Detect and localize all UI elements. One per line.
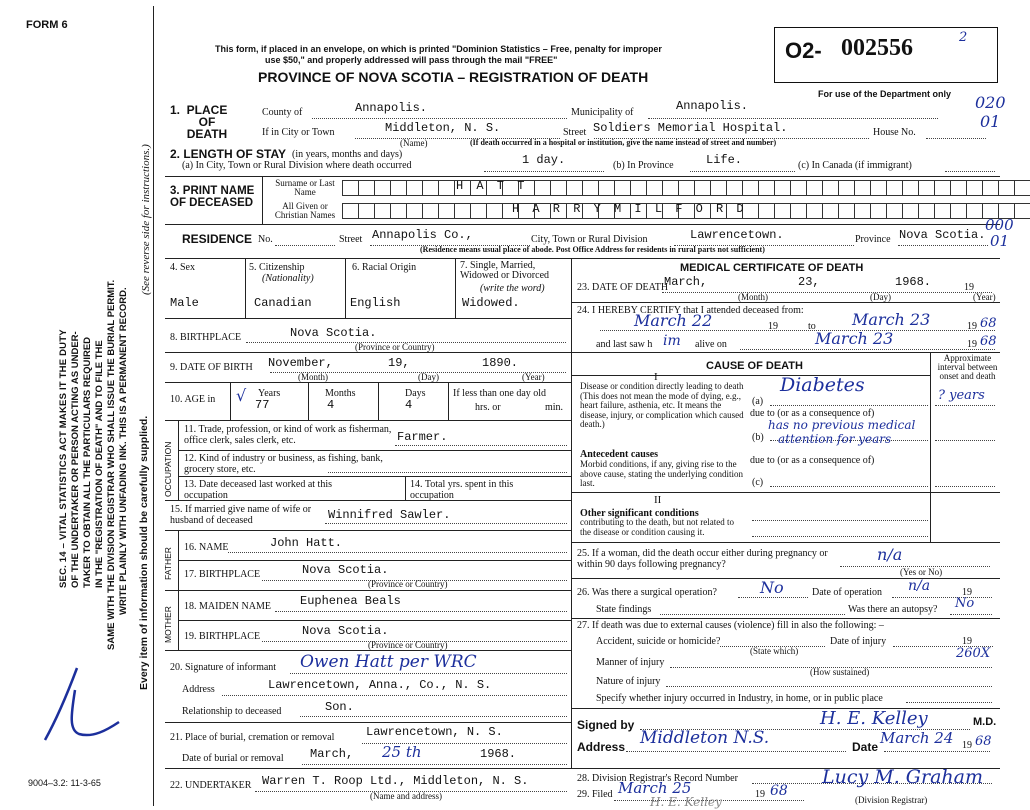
due-to-label-1: due to (or as a consequence of)	[750, 408, 875, 419]
from-year-prefix: 19	[768, 321, 778, 332]
given-names-label: All Given or Christian Names	[274, 201, 336, 220]
specify-label: Specify whether injury occurred in Industry, in home, or in public place	[596, 693, 883, 704]
min-label: min.	[545, 402, 564, 413]
margin-line-6: WRITE PLAINLY WITH UNFADING INK. THIS IS A PERMANENT RECORD.	[118, 287, 129, 615]
medical-heading: MEDICAL CERTIFICATE OF DEATH	[680, 262, 864, 274]
length-of-stay-label: 2. LENGTH OF STAY	[170, 147, 287, 161]
marital-sub: (write the word)	[480, 283, 545, 294]
physician-year-prefix: 19	[962, 740, 972, 751]
municipality-value: Annapolis.	[676, 99, 749, 113]
margin-line-3: TAKER TO OBTAIN ALL THE PARTICULARS REQUIRED	[82, 336, 93, 588]
county-value: Annapolis.	[355, 101, 428, 115]
dob-day-caption: (Day)	[418, 372, 439, 382]
relationship-value: Son.	[325, 700, 354, 714]
dept-code-res-2: 01	[990, 232, 1010, 250]
reg-prefix: O2-	[785, 38, 822, 63]
column-divider	[571, 258, 572, 768]
reg-mark: 2	[959, 30, 968, 45]
mother-birthplace-label: 19. BIRTHPLACE	[184, 631, 261, 642]
death-day-caption: (Day)	[870, 292, 891, 302]
burial-date-day: 25 th	[382, 743, 422, 761]
margin-line-8: Every item of information should be carefully supplied.	[138, 415, 150, 690]
roman-two: II	[654, 494, 662, 506]
other-conditions-label: Other significant conditions	[580, 508, 699, 519]
death-date-label: 23. DATE OF DEATH	[577, 282, 669, 293]
q26-value: No	[760, 578, 784, 597]
cause-b-label: (b)	[752, 432, 764, 443]
state-which-caption: (State which)	[750, 646, 799, 656]
mother-birthplace-value: Nova Scotia.	[302, 624, 389, 638]
margin-line-5: SAME WITH THE DIVISION REGISTRAR WHO SHALL ISSUE THE BURIAL PERMIT.	[106, 279, 117, 650]
physician-signature: H. E. Kelley	[820, 708, 928, 729]
other-conditions-desc: contributing to the death, but not related to the disease or condition causing it.	[580, 517, 734, 537]
informant-sig-label: 20. Signature of informant	[170, 662, 277, 673]
dept-code-place-1: 020	[975, 93, 1006, 112]
father-birthplace-label: 17. BIRTHPLACE	[184, 569, 261, 580]
death-year-caption: (Year)	[973, 292, 996, 302]
alive-on-date: March 23	[815, 329, 894, 348]
print-code: 9004–3.2: 11-3-65	[28, 778, 101, 788]
birthplace-label: 8. BIRTHPLACE	[170, 332, 242, 343]
cause-a-label: (a)	[752, 396, 764, 407]
undertaker-caption: (Name and address)	[370, 791, 442, 801]
operation-date-value: n/a	[908, 578, 931, 594]
form-left-border	[153, 6, 154, 806]
reg-number: 002556	[841, 35, 913, 61]
physician-address: Middleton N.S.	[640, 728, 770, 748]
code-260x: 260X	[956, 646, 991, 661]
father-name-label: 16. NAME	[184, 542, 229, 553]
burial-place-label: 21. Place of burial, cremation or removal	[170, 732, 335, 743]
burial-date-label: Date of burial or removal	[182, 753, 284, 764]
marital-label: 7. Single, Married, Widowed or Divorced	[460, 260, 550, 281]
last-saw-him: im	[663, 333, 681, 349]
residence-province-value: Nova Scotia.	[899, 228, 986, 242]
q27-label: 27. If death was due to external causes (violence) fill in also the following: –	[577, 620, 884, 631]
how-sustained-caption: (How sustained)	[810, 667, 870, 677]
registrar-initial-mark	[35, 660, 125, 750]
physician-date-label: Date	[852, 740, 879, 754]
dob-year: 1890.	[482, 356, 519, 370]
age-check-mark: √	[236, 386, 247, 405]
q25-value: n/a	[877, 545, 903, 564]
operation-date-label: Date of operation	[812, 587, 882, 598]
autopsy-label: Was there an autopsy?	[848, 604, 938, 615]
stay-province-value: Life.	[706, 153, 743, 167]
signed-by-label: Signed by	[577, 718, 635, 732]
municipality-label: Municipality of	[571, 107, 634, 118]
years-value: 77	[255, 398, 270, 412]
cause-c-label: (c)	[752, 477, 764, 488]
q26-label: 26. Was there a surgical operation?	[577, 587, 717, 598]
alive-on-label: alive on	[695, 339, 727, 350]
residence-city-value: Lawrencetown.	[690, 228, 784, 242]
trade-label: 11. Trade, profession, or kind of work as fisherman, office clerk, sales clerk, etc.	[184, 424, 392, 446]
disease-label: Disease or condition directly leading to death (This does not mean the mode of dying, e.g., heart failure, asthenia, etc. It means the disease, injury, or complication which caused death.)	[580, 381, 744, 429]
informant-signature: Owen Hatt per WRC	[300, 652, 477, 672]
father-birthplace-caption: (Province or Country)	[368, 579, 448, 589]
residence-street-label: Street	[339, 234, 363, 245]
months-value: 4	[327, 398, 335, 412]
undertaker-value: Warren T. Roop Ltd., Middleton, N. S.	[262, 774, 529, 788]
maiden-name-value: Euphenea Beals	[300, 594, 401, 608]
residence-note: (Residence means usual place of abode. Post Office Address for residents in rural parts not sufficient)	[420, 245, 765, 254]
manner-label: Manner of injury	[596, 657, 665, 668]
injury-date-label: Date of injury	[830, 636, 887, 647]
father-side-label: FATHER	[163, 547, 173, 580]
dept-use-label: For use of the Department only	[818, 89, 952, 99]
stay-city-value: 1 day.	[522, 153, 566, 167]
surname-value: H A T T	[456, 179, 528, 193]
dept-code-res-1: 000	[985, 216, 1014, 234]
alive-year-prefix: 19	[967, 339, 977, 350]
death-year-prefix: 19	[964, 282, 974, 293]
physician-year: 68	[975, 734, 992, 749]
name-caption: (Name)	[400, 138, 428, 148]
registrar-signature: Lucy M. Graham	[822, 766, 983, 788]
place-of-death-label: 1.	[170, 103, 181, 117]
death-month: March,	[664, 275, 708, 289]
sex-value: Male	[170, 296, 199, 310]
due-to-label-2: due to (or as a consequence of)	[750, 455, 875, 466]
father-name-value: John Hatt.	[270, 536, 343, 550]
surname-boxes	[342, 180, 1030, 196]
birthplace-caption: (Province or Country)	[355, 342, 435, 352]
informant-address-label: Address	[182, 684, 215, 695]
margin-line-7: (See reverse side for instructions.)	[140, 144, 152, 295]
to-label: to	[808, 321, 816, 332]
birthplace-value: Nova Scotia.	[290, 326, 377, 340]
cause-a-value: Diabetes	[780, 374, 865, 396]
physician-address-label: Address	[577, 740, 626, 754]
spouse-label: 15. If married give name of wife or husband of deceased	[170, 504, 312, 526]
autopsy-value: No	[955, 596, 975, 611]
mother-birthplace-caption: (Province or Country)	[368, 640, 448, 650]
form-number: FORM 6	[26, 19, 68, 31]
print-name-label: 3. PRINT NAME OF DECEASED	[170, 185, 255, 209]
death-month-caption: (Month)	[738, 292, 768, 302]
filed-date-label: 29. Filed	[577, 789, 613, 800]
days-label: Days	[405, 388, 426, 399]
mother-side-label: MOTHER	[163, 606, 173, 643]
burial-date-month: March,	[310, 747, 354, 761]
mail-instruction-1: This form, if placed in an envelope, on which is printed "Dominion Statistics – Free, penalty for improper	[215, 44, 662, 54]
marital-value: Widowed.	[462, 296, 520, 310]
last-worked-label: 13. Date deceased last worked at this occupation	[184, 479, 333, 501]
burial-date-year: 1968.	[480, 747, 517, 761]
racial-origin-label: 6. Racial Origin	[352, 262, 417, 273]
antecedent-desc: Morbid conditions, if any, giving rise to the above cause, stating the underlying condition last.	[580, 459, 743, 488]
hrs-label: hrs. or	[475, 402, 501, 413]
interval-a-value: ? years	[938, 388, 985, 403]
age-label: 10. AGE in	[170, 394, 216, 405]
margin-line-4: IN THE "REGISTRATION OF DEATH" AND TO FILE THE	[94, 340, 105, 588]
less-than-day-label: If less than one day old	[453, 388, 547, 399]
undertaker-label: 22. UNDERTAKER	[170, 780, 252, 791]
nature-label: Nature of injury	[596, 676, 661, 687]
md-label: M.D.	[973, 716, 997, 728]
physician-date: March 24	[880, 729, 954, 747]
occupation-side-label: OCCUPATION	[163, 441, 173, 497]
record-number-label: 28. Division Registrar's Record Number	[577, 773, 738, 784]
burial-place-value: Lawrencetown, N. S.	[366, 725, 503, 739]
dob-month-caption: (Month)	[298, 372, 328, 382]
trade-value: Farmer.	[397, 430, 448, 444]
industry-label: 12. Kind of industry or business, as fishing, bank, grocery store, etc.	[184, 453, 383, 475]
residence-province-label: Province	[855, 234, 891, 245]
dob-year-caption: (Year)	[522, 372, 545, 382]
sex-label: 4. Sex	[170, 262, 195, 273]
filed-date: March 25	[618, 779, 692, 797]
dob-day: 19,	[388, 356, 410, 370]
dob-month: November,	[268, 356, 333, 370]
mail-instruction-2: use $50," and properly addressed will pass through the mail "FREE"	[265, 55, 558, 65]
interval-label: Approximate interval between onset and death	[937, 353, 998, 381]
injury-year-prefix: 19	[962, 636, 972, 647]
place-of-death-title: PLACE OF DEATH	[186, 103, 228, 141]
attended-from-date: March 22	[634, 311, 713, 330]
filed-year: 68	[770, 783, 788, 799]
alive-year-value: 68	[980, 334, 997, 349]
cause-b-line-2: attention for years	[778, 432, 892, 446]
informant-address-value: Lawrencetown, Anna., Co., N. S.	[268, 678, 492, 692]
antecedent-label: Antecedent causes	[580, 449, 659, 460]
house-no-label: House No.	[873, 127, 916, 138]
cause-b-line-1: has no previous medical	[768, 418, 916, 432]
given-names-value: H A R R Y M I L F O R D	[512, 202, 747, 216]
last-saw-label: and last saw h	[596, 339, 653, 350]
citizenship-label: 5. Citizenship	[249, 262, 305, 273]
to-year-prefix: 19	[967, 321, 977, 332]
form-title: PROVINCE OF NOVA SCOTIA – REGISTRATION OF DEATH	[258, 69, 649, 85]
hospital-note: (If death occurred in a hospital or institution, give the name instead of street and number)	[470, 138, 777, 147]
margin-line-2: OF THE UNDERTAKER OR PERSON ACTING AS UNDER-	[70, 331, 81, 588]
to-year-value: 68	[980, 316, 997, 331]
accident-label: Accident, suicide or homicide?	[596, 636, 721, 647]
filed-year-prefix: 19	[755, 789, 765, 800]
stay-canada-label: (c) In Canada (if immigrant)	[798, 160, 912, 171]
cause-heading: CAUSE OF DEATH	[706, 360, 803, 372]
citizenship-sub: (Nationality)	[262, 273, 314, 284]
death-day: 23,	[798, 275, 820, 289]
street-value: Soldiers Memorial Hospital.	[593, 121, 788, 135]
length-of-stay-sub: (in years, months and days)	[292, 149, 403, 160]
county-label: County of	[262, 107, 303, 118]
dob-label: 9. DATE OF BIRTH	[170, 362, 253, 373]
spouse-value: Winnifred Sawler.	[328, 508, 451, 522]
residence-city-label: City, Town or Rural Division	[531, 234, 648, 245]
registrar-under-signature: H. E. Kelley	[650, 795, 722, 809]
roman-one: I	[654, 371, 658, 383]
total-years-label: 14. Total yrs. spent in this occupation	[410, 479, 514, 501]
attended-to-date: March 23	[852, 310, 931, 329]
father-birthplace-value: Nova Scotia.	[302, 563, 389, 577]
months-label: Months	[325, 388, 356, 399]
operation-year-prefix: 19	[962, 587, 972, 598]
q25-label: 25. If a woman, did the death occur either during pregnancy or within 90 days following pregnancy?	[577, 548, 828, 570]
surname-label: Surname or Last Name	[275, 178, 335, 197]
years-label: Years	[258, 388, 281, 399]
citizenship-value: Canadian	[254, 296, 312, 310]
maiden-name-label: 18. MAIDEN NAME	[184, 601, 271, 612]
certify-label: 24. I HEREBY CERTIFY that I attended deceased from:	[577, 305, 804, 316]
stay-province-label: (b) In Province	[613, 160, 674, 171]
city-value: Middleton, N. S.	[385, 121, 501, 135]
racial-origin-value: English	[350, 296, 401, 310]
city-label: If in City or Town	[262, 127, 335, 138]
registrar-caption: (Division Registrar)	[855, 795, 928, 805]
registration-number-box	[774, 27, 998, 83]
street-label: Street	[563, 127, 587, 138]
days-value: 4	[405, 398, 413, 412]
death-year: 1968.	[895, 275, 932, 289]
residence-no-label: No.	[258, 234, 273, 245]
dept-code-place-2: 01	[980, 112, 1001, 131]
stay-city-label: (a) In City, Town or Rural Division where death occurred	[182, 160, 412, 171]
residence-street-value: Annapolis Co.,	[372, 228, 473, 242]
state-findings-label: State findings	[596, 604, 652, 615]
residence-label: RESIDENCE	[182, 232, 253, 246]
relationship-label: Relationship to deceased	[182, 706, 282, 717]
q25-yes-no-caption: (Yes or No)	[900, 567, 943, 577]
margin-line-1: SEC. 14 – VITAL STATISTICS ACT MAKES IT THE DUTY	[58, 329, 69, 588]
